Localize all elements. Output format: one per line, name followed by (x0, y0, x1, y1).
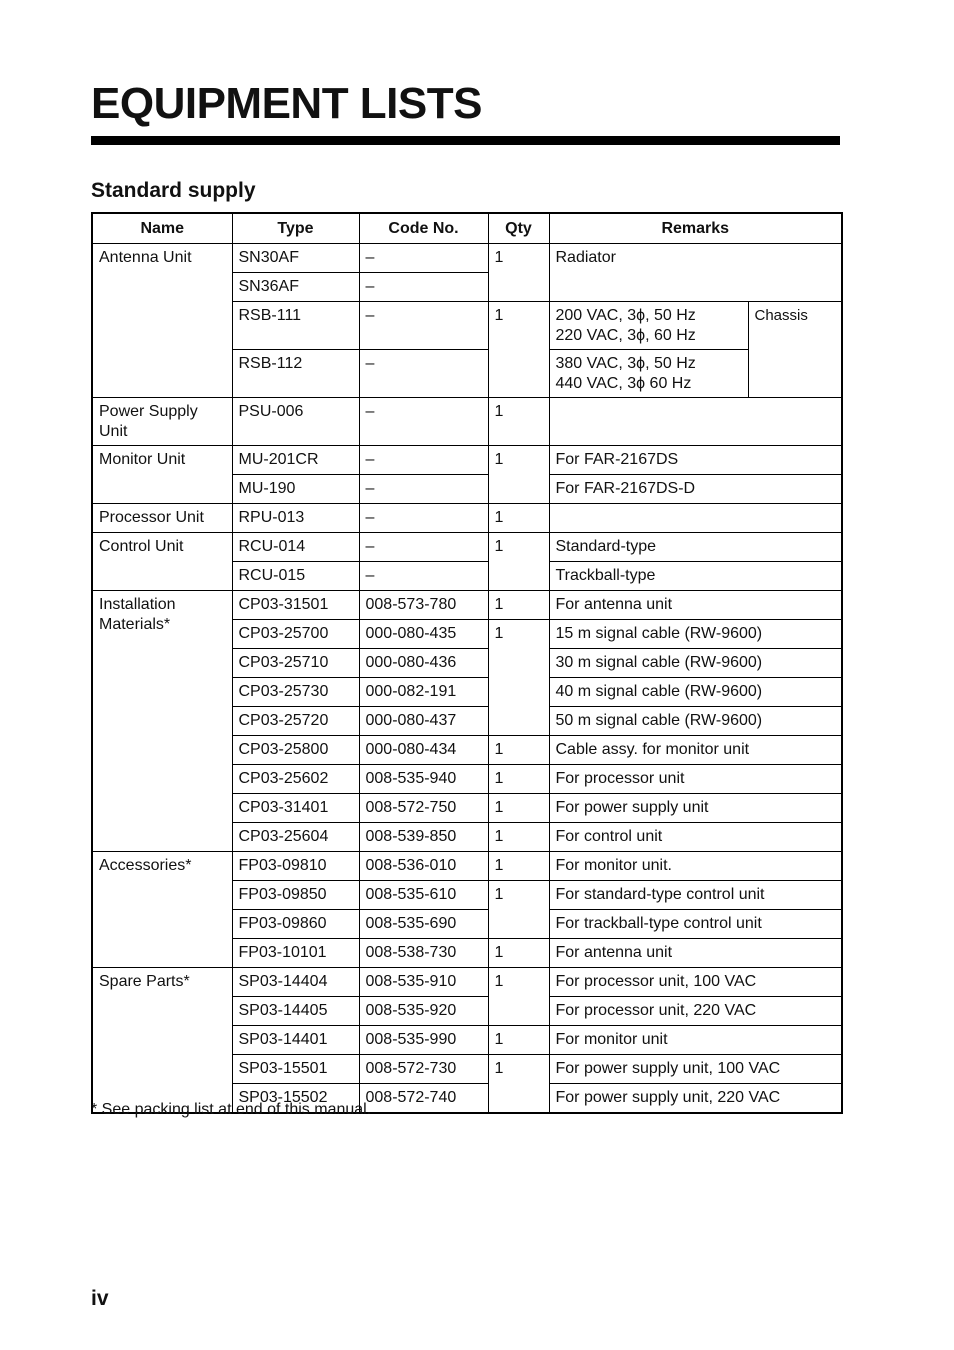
cell-remarks: 40 m signal cable (RW-9600) (549, 678, 842, 707)
cell-type: SP03-14401 (232, 1026, 359, 1055)
header-name: Name (92, 213, 232, 244)
cell-name: Power Supply Unit (92, 398, 232, 446)
cell-type: CP03-25710 (232, 649, 359, 678)
cell-code: 000-080-434 (359, 736, 488, 765)
cell-remarks: For control unit (549, 823, 842, 852)
cell-type: MU-201CR (232, 446, 359, 475)
table-row (92, 591, 842, 620)
table-row (92, 398, 842, 446)
footnote: * See packing list at end of this manual. (91, 1101, 372, 1118)
cell-code: – (359, 475, 488, 504)
cell-code: – (359, 562, 488, 591)
cell-type: RCU-015 (232, 562, 359, 591)
cell-code: 008-538-730 (359, 939, 488, 968)
cell-code: 008-572-730 (359, 1055, 488, 1084)
header-qty: Qty (488, 213, 549, 244)
cell-type: CP03-25800 (232, 736, 359, 765)
cell-type: SP03-15501 (232, 1055, 359, 1084)
cell-code: – (359, 504, 488, 533)
cell-remarks: Cable assy. for monitor unit (549, 736, 842, 765)
page-title: EQUIPMENT LISTS (91, 79, 482, 128)
cell-code: 008-535-920 (359, 997, 488, 1026)
cell-code: 008-539-850 (359, 823, 488, 852)
cell-qty: 1 (488, 620, 549, 736)
header-type: Type (232, 213, 359, 244)
cell-qty: 1 (488, 1055, 549, 1114)
cell-remarks: 15 m signal cable (RW-9600) (549, 620, 842, 649)
cell-code: 008-535-910 (359, 968, 488, 997)
title-rule (91, 136, 840, 145)
cell-code: 000-080-435 (359, 620, 488, 649)
cell-qty: 1 (488, 794, 549, 823)
cell-remarks: Standard-type (549, 533, 842, 562)
cell-code: – (359, 350, 488, 398)
cell-code: 008-535-990 (359, 1026, 488, 1055)
cell-code: – (359, 533, 488, 562)
cell-type: CP03-25604 (232, 823, 359, 852)
header-code: Code No. (359, 213, 488, 244)
cell-code: 008-535-610 (359, 881, 488, 910)
cell-qty: 1 (488, 852, 549, 881)
table-row (92, 533, 842, 562)
cell-name: Spare Parts* (92, 968, 232, 1114)
cell-type: CP03-25700 (232, 620, 359, 649)
cell-remarks: For antenna unit (549, 939, 842, 968)
cell-code: – (359, 398, 488, 446)
cell-remarks-chassis: Chassis (748, 302, 842, 398)
cell-name: Antenna Unit (92, 244, 232, 398)
section-title: Standard supply (91, 179, 256, 202)
table-row (92, 968, 842, 997)
cell-code: – (359, 273, 488, 302)
cell-type: RSB-112 (232, 350, 359, 398)
cell-code: 008-572-740 (359, 1084, 488, 1114)
cell-remarks: For processor unit, 100 VAC (549, 968, 842, 997)
cell-remarks: For processor unit, 220 VAC (549, 997, 842, 1026)
cell-remarks: For trackball-type control unit (549, 910, 842, 939)
cell-code: 008-572-750 (359, 794, 488, 823)
cell-qty: 1 (488, 398, 549, 446)
header-remarks: Remarks (549, 213, 842, 244)
cell-type: RPU-013 (232, 504, 359, 533)
cell-name: Monitor Unit (92, 446, 232, 504)
cell-type: FP03-09850 (232, 881, 359, 910)
cell-code: – (359, 302, 488, 350)
cell-qty: 1 (488, 244, 549, 302)
cell-code: 008-573-780 (359, 591, 488, 620)
cell-type: CP03-31401 (232, 794, 359, 823)
cell-type: CP03-31501 (232, 591, 359, 620)
cell-type: CP03-25730 (232, 678, 359, 707)
page-number: iv (91, 1287, 109, 1310)
cell-qty: 1 (488, 939, 549, 968)
cell-qty: 1 (488, 765, 549, 794)
cell-code: – (359, 244, 488, 273)
cell-code: 000-080-437 (359, 707, 488, 736)
cell-code: 008-536-010 (359, 852, 488, 881)
cell-remarks: For monitor unit. (549, 852, 842, 881)
table-row (92, 446, 842, 475)
cell-remarks: Trackball-type (549, 562, 842, 591)
cell-code: 008-535-940 (359, 765, 488, 794)
cell-remarks: For standard-type control unit (549, 881, 842, 910)
table-header-row (92, 213, 842, 244)
table-row (92, 244, 842, 273)
cell-type: FP03-09810 (232, 852, 359, 881)
cell-qty: 1 (488, 736, 549, 765)
cell-qty: 1 (488, 823, 549, 852)
cell-type: CP03-25602 (232, 765, 359, 794)
cell-remarks: 200 VAC, 3ϕ, 50 Hz 220 VAC, 3ϕ, 60 Hz (549, 302, 748, 350)
cell-code: 000-082-191 (359, 678, 488, 707)
cell-type: SN36AF (232, 273, 359, 302)
cell-name: Installation Materials* (92, 591, 232, 852)
cell-qty: 1 (488, 302, 549, 398)
cell-remarks: For processor unit (549, 765, 842, 794)
cell-qty: 1 (488, 504, 549, 533)
cell-code: 008-535-690 (359, 910, 488, 939)
cell-type: FP03-09860 (232, 910, 359, 939)
cell-code: 000-080-436 (359, 649, 488, 678)
cell-remarks: 30 m signal cable (RW-9600) (549, 649, 842, 678)
cell-type: CP03-25720 (232, 707, 359, 736)
cell-type: RCU-014 (232, 533, 359, 562)
cell-name: Processor Unit (92, 504, 232, 533)
cell-qty: 1 (488, 446, 549, 504)
cell-type: RSB-111 (232, 302, 359, 350)
cell-remarks: For monitor unit (549, 1026, 842, 1055)
table-row (92, 504, 842, 533)
cell-type: SP03-15502 (232, 1084, 359, 1114)
cell-remarks: For antenna unit (549, 591, 842, 620)
cell-type: MU-190 (232, 475, 359, 504)
cell-remarks (549, 504, 842, 533)
cell-remarks: For power supply unit, 100 VAC (549, 1055, 842, 1084)
cell-name: Accessories* (92, 852, 232, 968)
cell-remarks: 50 m signal cable (RW-9600) (549, 707, 842, 736)
cell-qty: 1 (488, 591, 549, 620)
cell-remarks: For power supply unit, 220 VAC (549, 1084, 842, 1114)
cell-qty: 1 (488, 1026, 549, 1055)
cell-type: PSU-006 (232, 398, 359, 446)
table-row (92, 852, 842, 881)
cell-code: – (359, 446, 488, 475)
cell-remarks: For power supply unit (549, 794, 842, 823)
cell-qty: 1 (488, 881, 549, 939)
cell-name: Control Unit (92, 533, 232, 591)
cell-qty: 1 (488, 533, 549, 591)
cell-qty: 1 (488, 968, 549, 1026)
cell-remarks: 380 VAC, 3ϕ, 50 Hz 440 VAC, 3ϕ 60 Hz (549, 350, 748, 398)
cell-remarks: Radiator (549, 244, 842, 302)
cell-remarks: For FAR-2167DS-D (549, 475, 842, 504)
cell-remarks: For FAR-2167DS (549, 446, 842, 475)
cell-type: SN30AF (232, 244, 359, 273)
cell-type: FP03-10101 (232, 939, 359, 968)
equipment-table (91, 212, 843, 1114)
cell-type: SP03-14404 (232, 968, 359, 997)
cell-remarks (549, 398, 842, 446)
cell-type: SP03-14405 (232, 997, 359, 1026)
